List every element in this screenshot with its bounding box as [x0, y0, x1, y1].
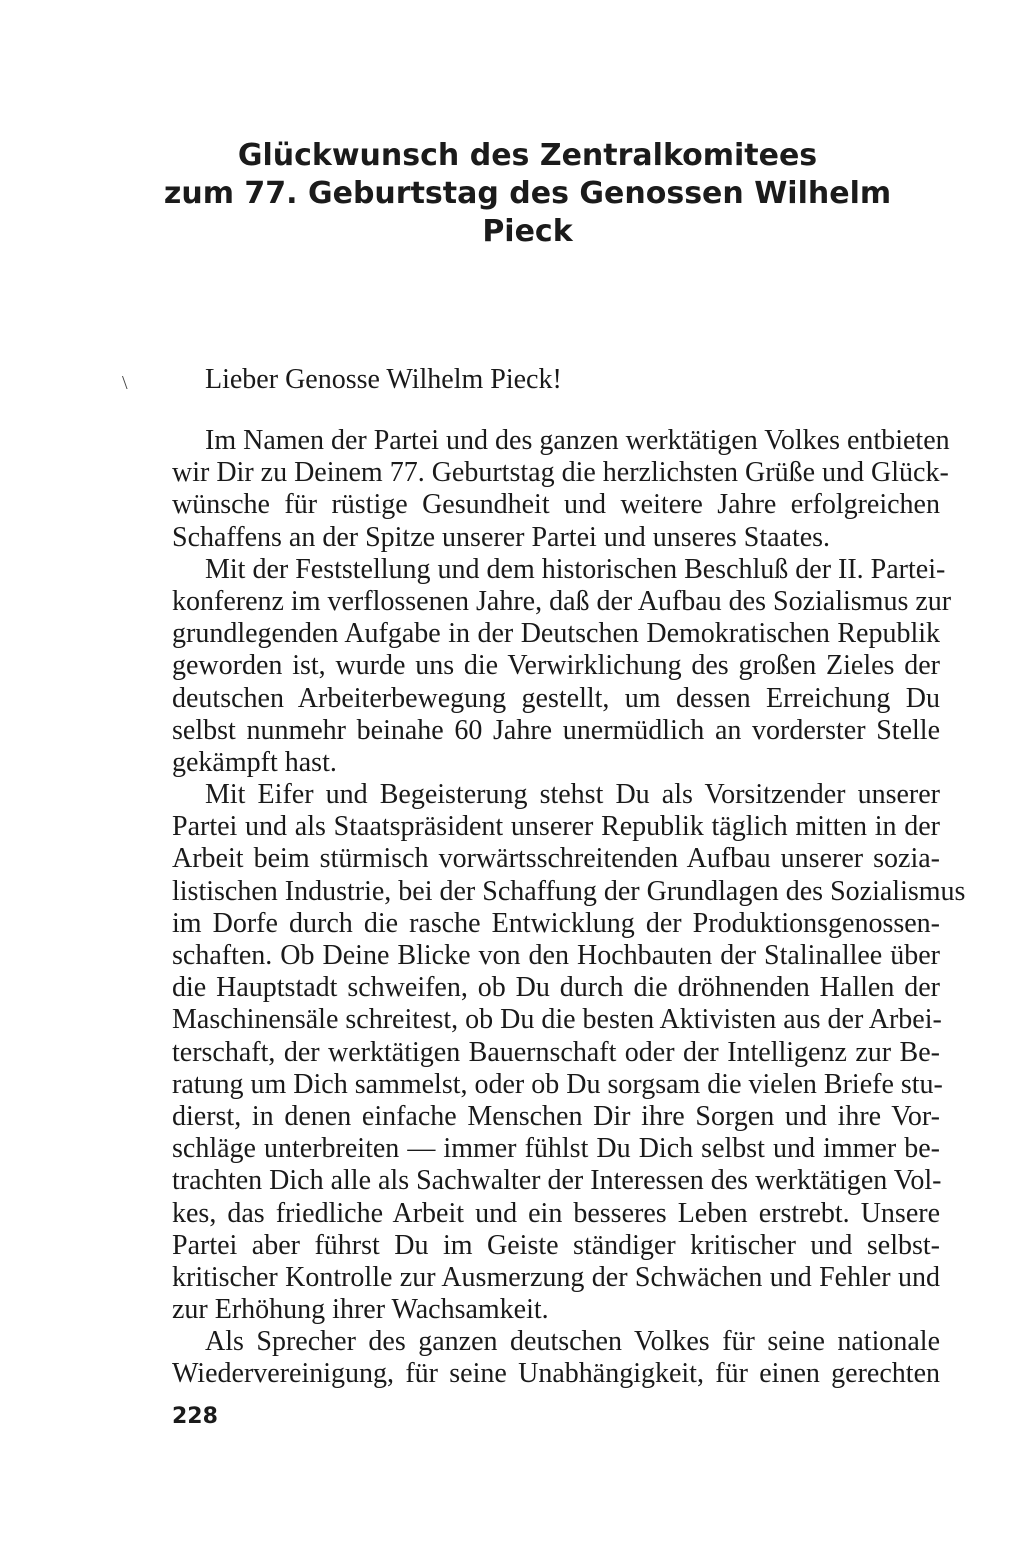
text-line: Im Namen der Partei und des ganzen werktätigen Volkes entbieten	[205, 425, 950, 456]
text-line: Partei und als Staatspräsident unserer Republik täglich mitten in der	[172, 811, 940, 843]
text-line: kes, das friedliche Arbeit und ein besseres Leben erstrebt. Unsere	[172, 1197, 940, 1229]
text-line: grundlegenden Aufgabe in der Deutschen Demokratischen Republik	[172, 618, 940, 650]
text-line: terschaft, der werktätigen Bauernschaft oder der Intelligenz zur Be-	[172, 1036, 940, 1068]
text-line: deutschen Arbeiterbewegung gestellt, um dessen Erreichung Du	[172, 682, 940, 714]
text-line: Schaffens an der Spitze unserer Partei und unseres Staates.	[172, 521, 831, 553]
title-line-2: zum 77. Geburtstag des Genossen Wilhelm Pieck	[163, 176, 892, 249]
text-line: konferenz im verflossenen Jahre, daß der Aufbau des Sozialismus zur	[172, 585, 952, 617]
text-line: zur Erhöhung ihrer Wachsamkeit.	[172, 1294, 549, 1326]
text-line: die Hauptstadt schweifen, ob Du durch die dröhnenden Hallen der	[172, 972, 940, 1004]
text-line: Mit der Feststellung und dem historischen Beschluß der II. Partei-	[205, 553, 946, 585]
text-line: geworden ist, wurde uns die Verwirklichung des großen Zieles der	[172, 650, 940, 682]
text-line: trachten Dich alle als Sachwalter der Interessen des werktätigen Vol-	[172, 1165, 942, 1197]
paragraph	[172, 779, 966, 1326]
paragraph	[172, 553, 952, 779]
text-line: gekämpft hast.	[172, 746, 337, 778]
text-line: kritischer Kontrolle zur Ausmerzung der Schwächen und Fehler und	[172, 1261, 940, 1293]
paragraph	[172, 425, 950, 554]
letter-body	[172, 425, 966, 1391]
text-line: wünsche für rüstige Gesundheit und weitere Jahre erfolgreichen	[172, 489, 940, 521]
text-line: Partei aber führst Du im Geiste ständiger kritischer und selbst-	[172, 1229, 940, 1261]
text-line: ratung um Dich sammelst, oder ob Du sorgsam die vielen Briefe stu-	[172, 1068, 943, 1100]
text-line: wir Dir zu Deinem 77. Geburtstag die herzlichsten Grüße und Glück-	[172, 457, 949, 489]
text-line: schaften. Ob Deine Blicke von den Hochbauten der Stalinallee über	[172, 940, 940, 971]
text-line: Maschinensäle schreitest, ob Du die besten Aktivisten aus der Arbei-	[172, 1004, 942, 1036]
text-line: Wiedervereinigung, für seine Unabhängigkeit, für einen gerechten	[172, 1358, 940, 1390]
title-line-1: Glückwunsch des Zentralkomitees	[237, 138, 818, 173]
margin-mark: \	[122, 372, 128, 394]
text-line: Arbeit beim stürmisch vorwärtsschreitenden Aufbau unserer sozia-	[172, 843, 940, 875]
text-line: schläge unterbreiten — immer fühlst Du Dich selbst und immer be-	[172, 1133, 940, 1165]
paragraph	[172, 1326, 940, 1390]
text-line: im Dorfe durch die rasche Entwicklung der Produktionsgenossen-	[172, 907, 940, 939]
text-line: listischen Industrie, bei der Schaffung der Grundlagen des Sozialismus	[172, 875, 966, 907]
text-line: Als Sprecher des ganzen deutschen Volkes für seine nationale	[205, 1326, 940, 1358]
page-number: 228	[172, 1404, 218, 1429]
salutation: Lieber Genosse Wilhelm Pieck!	[205, 364, 562, 395]
text-line: selbst nunmehr beinahe 60 Jahre unermüdlich an vorderster Stelle	[172, 714, 940, 746]
text-line: Mit Eifer und Begeisterung stehst Du als Vorsitzender unserer	[205, 779, 940, 811]
text-line: dierst, in denen einfache Menschen Dir ihre Sorgen und ihre Vor-	[172, 1100, 940, 1132]
